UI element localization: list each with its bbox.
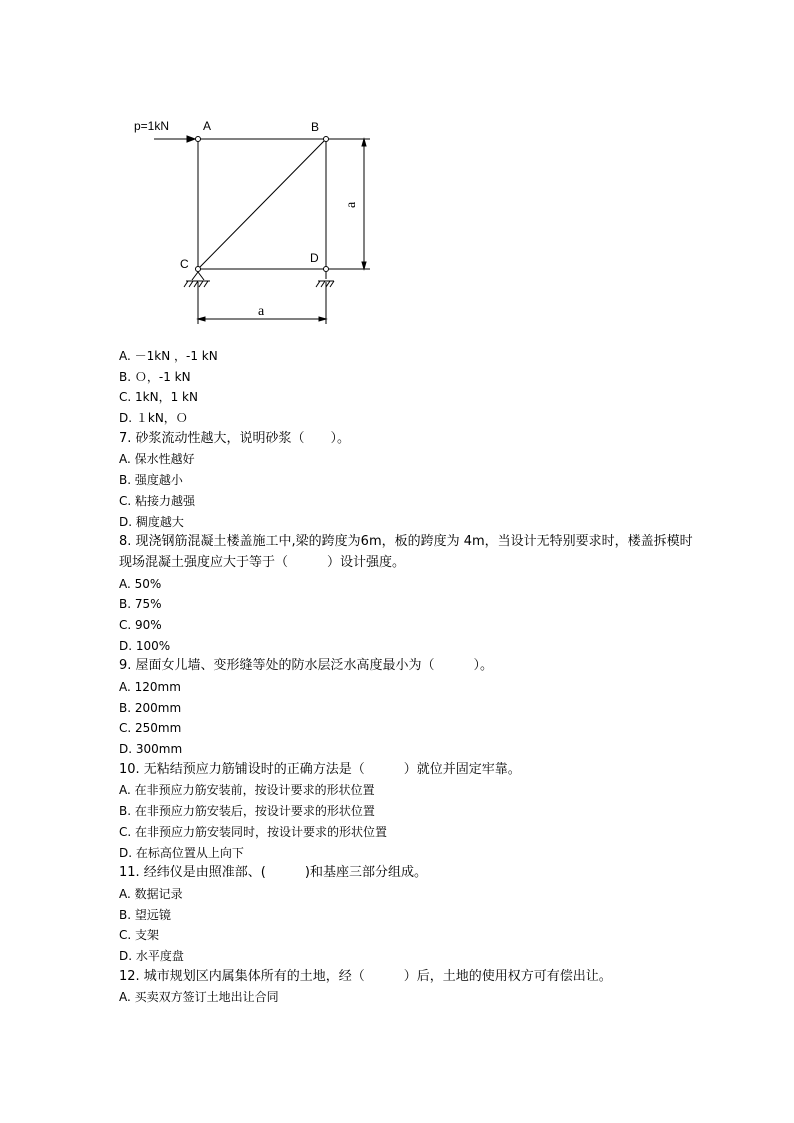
support-d-roller <box>316 272 334 287</box>
q10-option-c: C. 在非预应力筋安装同时，按设计要求的形状位置 <box>119 824 388 839</box>
node-b-label: B <box>311 120 320 134</box>
q11-option-a: A. 数据记录 <box>119 886 183 901</box>
q7-question: 7. 砂浆流动性越大，说明砂浆（ ）。 <box>119 430 351 446</box>
q9-option-d: D. 300mm <box>119 742 183 757</box>
q10-question: 10. 无粘结预应力筋铺设时的正确方法是（ ）就位并固定牢靠。 <box>119 761 521 777</box>
q6-option-d: D. １kN，Ｏ <box>119 411 188 426</box>
member-bc <box>198 139 326 269</box>
q8-option-d: D. 100% <box>119 638 171 653</box>
q8-option-a: A. 50% <box>119 576 162 591</box>
node-a-hinge <box>196 137 201 142</box>
q7-option-c: C. 粘接力越强 <box>119 493 196 508</box>
support-c-pin <box>184 272 210 287</box>
node-c-hinge <box>196 267 201 272</box>
q9-question: 9. 屋面女儿墙、变形缝等处的防水层泛水高度最小为（ ）。 <box>119 658 494 674</box>
force-label: p=1kN <box>134 119 170 133</box>
node-b-hinge <box>324 137 329 142</box>
node-d-label: D <box>310 251 319 265</box>
dimension-horizontal-label: a <box>258 304 265 319</box>
q11-option-c: C. 支架 <box>119 928 160 943</box>
q6-option-c: C. 1kN，1 kN <box>119 390 198 405</box>
node-d-hinge <box>324 267 329 272</box>
q6-option-a: A. －1kN ，-1 kN <box>119 349 218 363</box>
q8-option-c: C. 90% <box>119 617 162 632</box>
node-a-label: A <box>203 119 212 133</box>
q9-option-b: B. 200mm <box>119 700 182 715</box>
q11-option-b: B. 望远镜 <box>119 907 171 922</box>
q12-question: 12. 城市规划区内属集体所有的土地，经（ ）后，土地的使用权方可有偿出让。 <box>119 968 612 984</box>
q9-option-a: A. 120mm <box>119 680 181 695</box>
q12-option-a: A. 买卖双方签订土地出让合同 <box>119 990 279 1005</box>
q8-option-b: B. 75% <box>119 597 162 612</box>
q9-option-c: C. 250mm <box>119 721 182 736</box>
force-arrowhead <box>187 136 195 142</box>
q10-option-d: D. 在标高位置从上向下 <box>119 845 244 860</box>
dimension-vertical-label: a <box>344 201 359 208</box>
q6-option-b: B. Ｏ，-1 kN <box>119 369 191 384</box>
q7-option-b: B. 强度越小 <box>119 473 183 488</box>
node-c-label: C <box>180 257 189 271</box>
q11-question: 11. 经纬仪是由照准部、( )和基座三部分组成。 <box>119 865 427 881</box>
q11-option-d: D. 水平度盘 <box>119 948 184 963</box>
q7-option-d: D. 稠度越大 <box>119 514 184 529</box>
truss-diagram <box>118 112 378 327</box>
q8-question: 8. 现浇钢筋混凝土楼盖施工中,梁的跨度为6m，板的跨度为 4m，当设计无特别要求时，楼盖拆模时现场混凝土强度应大于等于（ ）设计强度。 <box>119 534 693 570</box>
q7-option-a: A. 保水性越好 <box>119 452 195 467</box>
question-list <box>119 346 699 1008</box>
q10-option-a: A. 在非预应力筋安装前，按设计要求的形状位置 <box>119 783 375 798</box>
q10-option-b: B. 在非预应力筋安装后，按设计要求的形状位置 <box>119 804 375 819</box>
